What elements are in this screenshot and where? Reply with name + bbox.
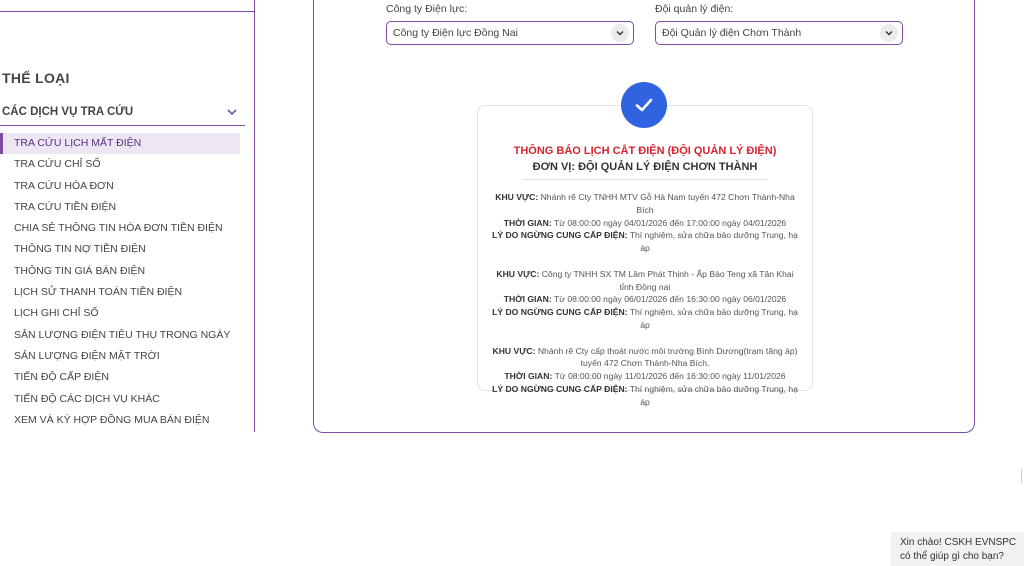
outage-search-panel <box>313 0 975 433</box>
menu-item-solar-output[interactable]: SẢN LƯỢNG ĐIỆN MẶT TRỜI <box>14 349 160 362</box>
notice-divider <box>523 179 767 180</box>
reason-label: LÝ DO NGỪNG CUNG CẤP ĐIỆN: <box>492 383 628 394</box>
area-label: KHU VỰC: <box>495 192 539 202</box>
entry-reason: Thí nghiệm, sửa chữa bảo dưỡng Trung, hạ áp <box>629 307 798 330</box>
menu-item-other-services-progress[interactable]: TIẾN ĐỘ CÁC DỊCH VỤ KHÁC <box>14 392 160 405</box>
check-icon <box>621 82 667 128</box>
menu-item-meter-index[interactable]: TRA CỨU CHỈ SỐ <box>14 158 101 171</box>
outage-entry <box>478 268 812 332</box>
time-label: THỜI GIAN: <box>503 217 552 228</box>
outage-entry <box>478 345 812 409</box>
company-select[interactable] <box>386 21 634 45</box>
menu-item-debt-info[interactable]: THÔNG TIN NỢ TIỀN ĐIỆN <box>14 243 146 256</box>
notice-unit: ĐƠN VỊ: ĐỘI QUẢN LÝ ĐIỆN CHƠN THÀNH <box>532 161 758 173</box>
chat-greeting-line1: Xin chào! CSKH EVNSPC <box>900 537 1017 548</box>
reason-label: LÝ DO NGỪNG CUNG CẤP ĐIỆN: <box>492 307 628 318</box>
menu-item-payment-history[interactable]: LỊCH SỬ THANH TOÁN TIỀN ĐIỆN <box>14 286 183 299</box>
entry-reason: Thí nghiệm, sửa chữa bảo dưỡng Trung, hạ áp <box>629 383 798 407</box>
service-menu <box>0 133 240 431</box>
time-label: THỜI GIAN: <box>504 371 553 382</box>
sidebar-divider <box>0 11 255 12</box>
support-chat-bubble[interactable] <box>891 532 1024 566</box>
chat-greeting-line2: có thể giúp gì cho bạn? <box>900 551 1004 562</box>
entry-time: Từ 08:00:00 ngày 04/01/2026 đến 17:00:00 ngày 04/01/2026 <box>553 217 787 228</box>
entry-area: Công ty TNHH SX TM Lâm Phát Thịnh - Ấp Bào Teng xã Tân Khai tỉnh Đồng nai <box>541 268 794 292</box>
team-select[interactable] <box>655 21 903 45</box>
category-group-toggle[interactable] <box>0 98 245 126</box>
outage-entry <box>478 191 812 255</box>
entry-reason: Thí nghiệm, sửa chữa bảo dưỡng Trung, hạ áp <box>629 230 798 254</box>
menu-item-connection-progress[interactable]: TIẾN ĐỘ CẤP ĐIỆN <box>14 371 109 384</box>
outage-entries <box>478 191 812 409</box>
entry-time: Từ 08:00:00 ngày 06/01/2026 đến 16:30:00 ngày 06/01/2026 <box>553 294 787 305</box>
area-label: KHU VỰC: <box>492 345 536 356</box>
entry-area: Nhánh rẽ Cty TNHH MTV Gỗ Hà Nam tuyến 472 Chơn Thành-Nha Bích <box>540 192 795 215</box>
company-select-value: Công ty Điện lực Đồng Nai <box>393 27 518 39</box>
team-select-value: Đội Quản lý điện Chơn Thành <box>662 27 802 39</box>
menu-item-contract[interactable]: XEM VÀ KÝ HỢP ĐỒNG MUA BÁN ĐIỆN <box>14 413 210 426</box>
chevron-down-icon <box>225 105 239 119</box>
menu-item-reading-schedule[interactable]: LỊCH GHI CHỈ SỐ <box>14 307 99 320</box>
chevron-down-icon <box>611 24 629 42</box>
outage-notice-card <box>477 105 813 407</box>
menu-item-outage-schedule[interactable]: TRA CỨU LỊCH MẤT ĐIỆN <box>0 133 240 154</box>
menu-item-daily-consumption[interactable]: SẢN LƯỢNG ĐIỆN TIÊU THỤ TRONG NGÀY <box>14 328 231 341</box>
chevron-down-icon <box>880 24 898 42</box>
menu-item-invoice[interactable]: TRA CỨU HÓA ĐƠN <box>14 179 114 192</box>
menu-item-electricity-bill[interactable]: TRA CỨU TIỀN ĐIỆN <box>14 200 117 213</box>
company-label: Công ty Điện lực: <box>386 3 468 15</box>
entry-area: Nhánh rẽ Cty cấp thoát nước môi trường Bình Dương(trạm tăng áp) tuyến 472 Chơn Thành-Nha Bích. <box>537 345 798 369</box>
reason-label: LÝ DO NGỪNG CUNG CẤP ĐIỆN: <box>492 230 628 241</box>
area-label: KHU VỰC: <box>496 268 540 279</box>
time-label: THỜI GIAN: <box>503 294 552 305</box>
menu-item-price-info[interactable]: THÔNG TIN GIÁ BÁN ĐIỆN <box>14 264 146 277</box>
notice-title: THÔNG BÁO LỊCH CẮT ĐIỆN (ĐỘI QUẢN LÝ ĐIỆN) <box>513 145 777 157</box>
menu-item-share-invoice[interactable]: CHIA SẺ THÔNG TIN HÓA ĐƠN TIỀN ĐIỆN <box>14 222 223 235</box>
sidebar <box>0 0 255 432</box>
team-label: Đội quản lý điện: <box>655 3 734 15</box>
category-title: THỂ LOẠI <box>2 70 70 86</box>
category-group-label: CÁC DỊCH VỤ TRA CỨU <box>2 105 134 118</box>
entry-time: Từ 08:00:00 ngày 11/01/2026 đến 16:30:00 ngày 11/01/2026 <box>554 371 786 382</box>
